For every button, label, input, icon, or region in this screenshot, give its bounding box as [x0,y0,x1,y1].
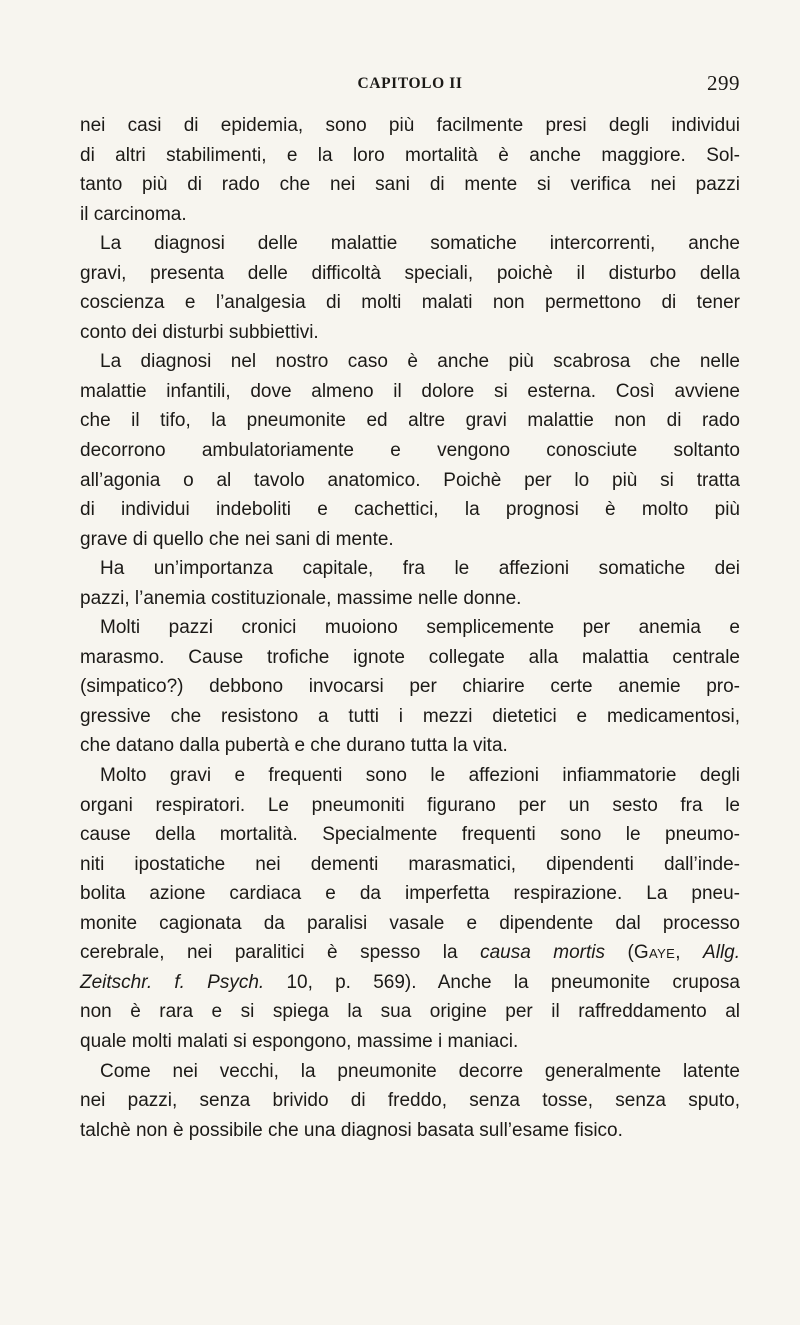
text-line: La diagnosi delle malattie somatiche intercorrenti, anche [100,233,740,255]
text-line: gressive che resistono a tutti i mezzi dietetici e medicamentosi, [80,705,740,727]
text-line: di altri stabilimenti, e la loro mortalità è anche maggiore. Sol- [80,144,740,166]
text-line-citation [80,938,740,968]
text-line: conto dei disturbi subbiettivi. [80,321,319,343]
text-line: il carcinoma. [80,203,187,225]
text-line: Molto gravi e frequenti sono le affezioni infiammatorie degli [100,765,740,787]
text-line: organi respiratori. Le pneumoniti figurano per un sesto fra le [80,794,740,816]
text-line: niti ipostatiche nei dementi marasmatici, dipendenti dall’inde- [80,853,740,875]
text-line: Come nei vecchi, la pneumonite decorre generalmente latente [100,1060,740,1082]
journal-title: Allg. [703,942,741,964]
body-text [80,111,740,1145]
text-line: pazzi, l’anemia costituzionale, massime nelle donne. [80,587,522,609]
page-number: 299 [707,71,740,95]
text-line: marasmo. Cause trofiche ignote collegate alla malattia centrale [80,646,740,668]
text-line: gravi, presenta delle difficoltà speciali, poichè il disturbo della [80,262,740,284]
text-line: che il tifo, la pneumonite ed altre gravi malattie non di rado [80,410,740,432]
text-line: quale molti malati si espongono, massime i maniaci. [80,1030,519,1052]
text-line: nei pazzi, senza brivido di freddo, senza tosse, senza sputo, [80,1090,740,1112]
text-line: di individui indeboliti e cachettici, la prognosi è molto più [80,499,740,521]
text-line: decorrono ambulatoriamente e vengono conosciute soltanto [80,440,740,462]
text-segment: cerebrale, nei paralitici è spesso la [80,942,481,964]
journal-title: Zeitschr. f. Psych. [80,971,265,993]
text-line: bolita azione cardiaca e da imperfetta respirazione. La pneu- [80,883,740,905]
text-line: talchè non è possibile che una diagnosi basata sull’esame fisico. [80,1119,623,1141]
text-line: grave di quello che nei sani di mente. [80,528,394,550]
text-line: monite cagionata da paralisi vasale e dipendente dal processo [80,912,740,934]
text-line: cause della mortalità. Specialmente frequenti sono le pneumo- [80,824,740,846]
author-name: Gaye [633,942,676,964]
text-segment: , [675,942,704,964]
text-line: che datano dalla pubertà e che durano tutta la vita. [80,735,508,757]
running-head [80,71,740,101]
italic-phrase: causa mortis [480,942,605,964]
text-line: all’agonia o al tavolo anatomico. Poichè per lo più si tratta [80,469,740,491]
text-segment: ( [605,942,634,964]
text-line: Ha un’importanza capitale, fra le affezioni somatiche dei [100,558,740,580]
text-line: La diagnosi nel nostro caso è anche più scabrosa che nelle [100,351,740,373]
text-line: malattie infantili, dove almeno il dolore si esterna. Così avviene [80,380,740,402]
text-line: nei casi di epidemia, sono più facilmente presi degli individui [80,115,740,136]
text-line: tanto più di rado che nei sani di mente si verifica nei pazzi [80,174,740,196]
text-line: Molti pazzi cronici muoiono semplicemente per anemia e [100,617,740,639]
text-line: coscienza e l’analgesia di molti malati non permettono di tener [80,292,740,314]
text-segment: 10, p. 569). Anche la pneumonite cruposa [264,971,740,993]
text-line: (simpatico?) debbono invocarsi per chiarire certe anemie pro- [80,676,740,698]
text-line-citation [80,968,740,998]
text-line: non è rara e si spiega la sua origine per il raffreddamento al [80,1001,740,1023]
chapter-title: CAPITOLO II [357,75,463,92]
